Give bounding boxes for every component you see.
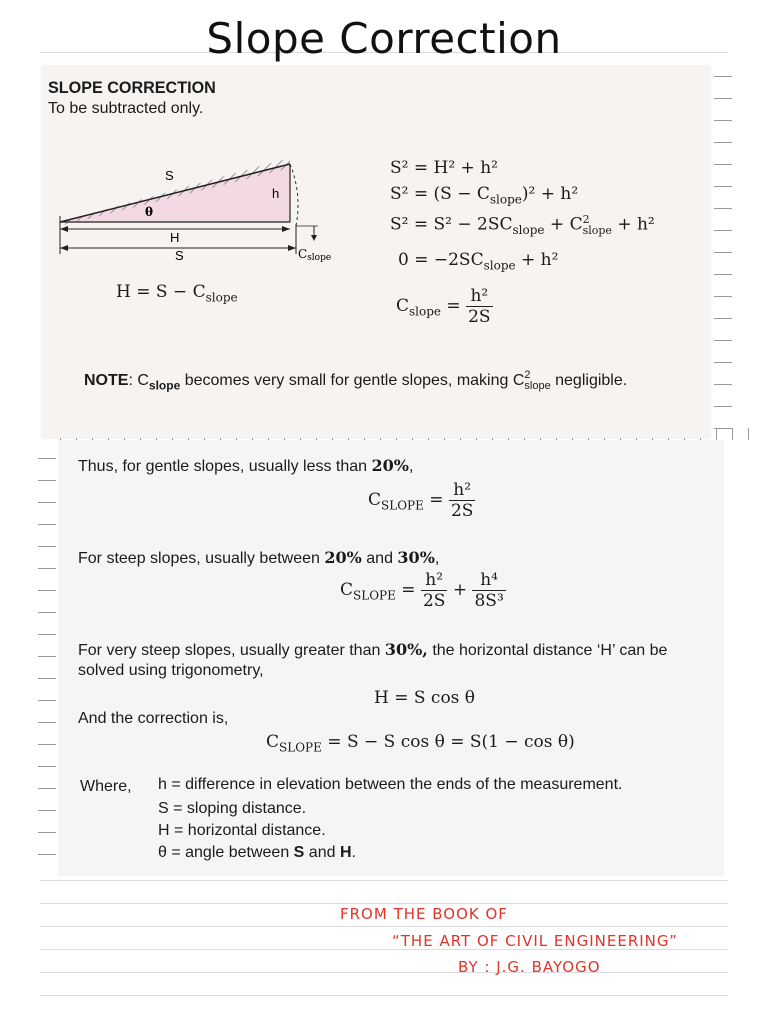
- label-c-slope: Cslope: [298, 247, 332, 263]
- margin-tick: [714, 142, 732, 143]
- margin-tick: [38, 612, 56, 613]
- equation-2: $S^2 = (S - C_{slope})^2 + h^2$: [390, 184, 579, 207]
- gentle-slope-equation: $C_{SLOPE}$ = $\frac{\text{h²}}{2S}$: [368, 480, 474, 521]
- margin-tick: [714, 362, 732, 363]
- equation-1: S² = H² + h²: [390, 158, 498, 178]
- margin-tick: [38, 810, 56, 811]
- equation-5: $C_{slope}$ = $\frac{\text{h²}}{2S}$: [396, 286, 491, 327]
- page-title: Slope Correction: [206, 14, 562, 63]
- definition-S: S = sloping distance.: [158, 800, 307, 817]
- margin-tick: [714, 98, 732, 99]
- margin-tick: [714, 186, 732, 187]
- very-steep-text-line1: For very steep slopes, usually greater than 30%, the horizontal distance ‘H’ can be: [78, 640, 668, 659]
- margin-tick: [716, 428, 717, 440]
- section-heading: SLOPE CORRECTION: [48, 78, 216, 97]
- slope-correction-panel: [42, 66, 710, 438]
- margin-tick: [714, 164, 732, 165]
- margin-tick: [714, 406, 732, 407]
- margin-tick: [38, 590, 56, 591]
- equation-4: $0 = -2SC_{slope} + h^2$: [398, 250, 559, 273]
- margin-tick: [714, 252, 732, 253]
- slope-cases-panel: [58, 440, 724, 876]
- formula-H: $H = S - C_{slope}$: [116, 282, 238, 305]
- where-label: Where,: [80, 778, 132, 795]
- margin-tick: [714, 208, 732, 209]
- margin-tick: [38, 502, 56, 503]
- label-theta: θ: [145, 205, 154, 219]
- steep-slope-text: For steep slopes, usually between 20% and 30%,: [78, 548, 440, 567]
- label-h: h: [272, 186, 280, 201]
- gentle-slope-text: Thus, for gentle slopes, usually less than 20%,: [78, 456, 414, 475]
- margin-tick: [38, 546, 56, 547]
- margin-tick: [38, 832, 56, 833]
- horizontal-distance-equation: H = S cos θ: [374, 688, 476, 708]
- credit-line2: “THE ART OF CIVIL ENGINEERING”: [392, 932, 678, 950]
- margin-tick: [38, 854, 56, 855]
- margin-tick: [714, 76, 732, 77]
- label-H: H: [170, 230, 180, 245]
- margin-tick: [38, 700, 56, 701]
- steep-slope-equation: $C_{SLOPE}$ = $\frac{\text{h²}}{2S}$ + $\frac{\text{h⁴}}{\text{8S³}}$: [340, 570, 504, 611]
- margin-tick: [732, 428, 733, 440]
- margin-tick: [38, 524, 56, 525]
- label-S-base: S: [175, 248, 184, 263]
- margin-tick: [38, 766, 56, 767]
- definition-h: h = difference in elevation between the ends of the measurement.: [158, 776, 623, 793]
- slope-diagram: [50, 146, 350, 356]
- margin-tick: [38, 788, 56, 789]
- credit-line1: FROM THE BOOK OF: [340, 905, 508, 923]
- margin-tick: [714, 120, 732, 121]
- margin-tick: [38, 458, 56, 459]
- note-text: NOTE: $C_{slope}$ becomes very small for gentle slopes, making C 2 slope negligible.: [84, 369, 628, 393]
- margin-tick: [38, 722, 56, 723]
- margin-tick: [748, 428, 749, 440]
- credit-line3: BY : J.G. BAYOGO: [458, 958, 601, 976]
- margin-tick: [38, 744, 56, 745]
- correction-text: And the correction is,: [78, 710, 229, 727]
- margin-tick: [38, 634, 56, 635]
- margin-tick: [714, 296, 732, 297]
- margin-tick: [714, 274, 732, 275]
- correction-equation: $C_{SLOPE} = S - S$ cos θ = S(1 − cos θ): [266, 732, 575, 755]
- section-subheading: To be subtracted only.: [48, 100, 204, 117]
- label-s-sloping: S: [165, 168, 174, 183]
- margin-tick: [38, 568, 56, 569]
- margin-tick: [38, 480, 56, 481]
- margin-tick: [714, 340, 732, 341]
- definition-theta: θ = angle between S and H.: [158, 844, 356, 861]
- very-steep-text-line2: solved using trigonometry,: [78, 662, 264, 679]
- margin-tick: [714, 384, 732, 385]
- margin-tick: [38, 678, 56, 679]
- margin-tick: [714, 230, 732, 231]
- definition-H: H = horizontal distance.: [158, 822, 326, 839]
- margin-tick: [38, 656, 56, 657]
- equation-3: $S^2 = S^2 - 2SC_{slope} + C$ 2 slope + h²: [390, 213, 655, 237]
- margin-tick: [714, 318, 732, 319]
